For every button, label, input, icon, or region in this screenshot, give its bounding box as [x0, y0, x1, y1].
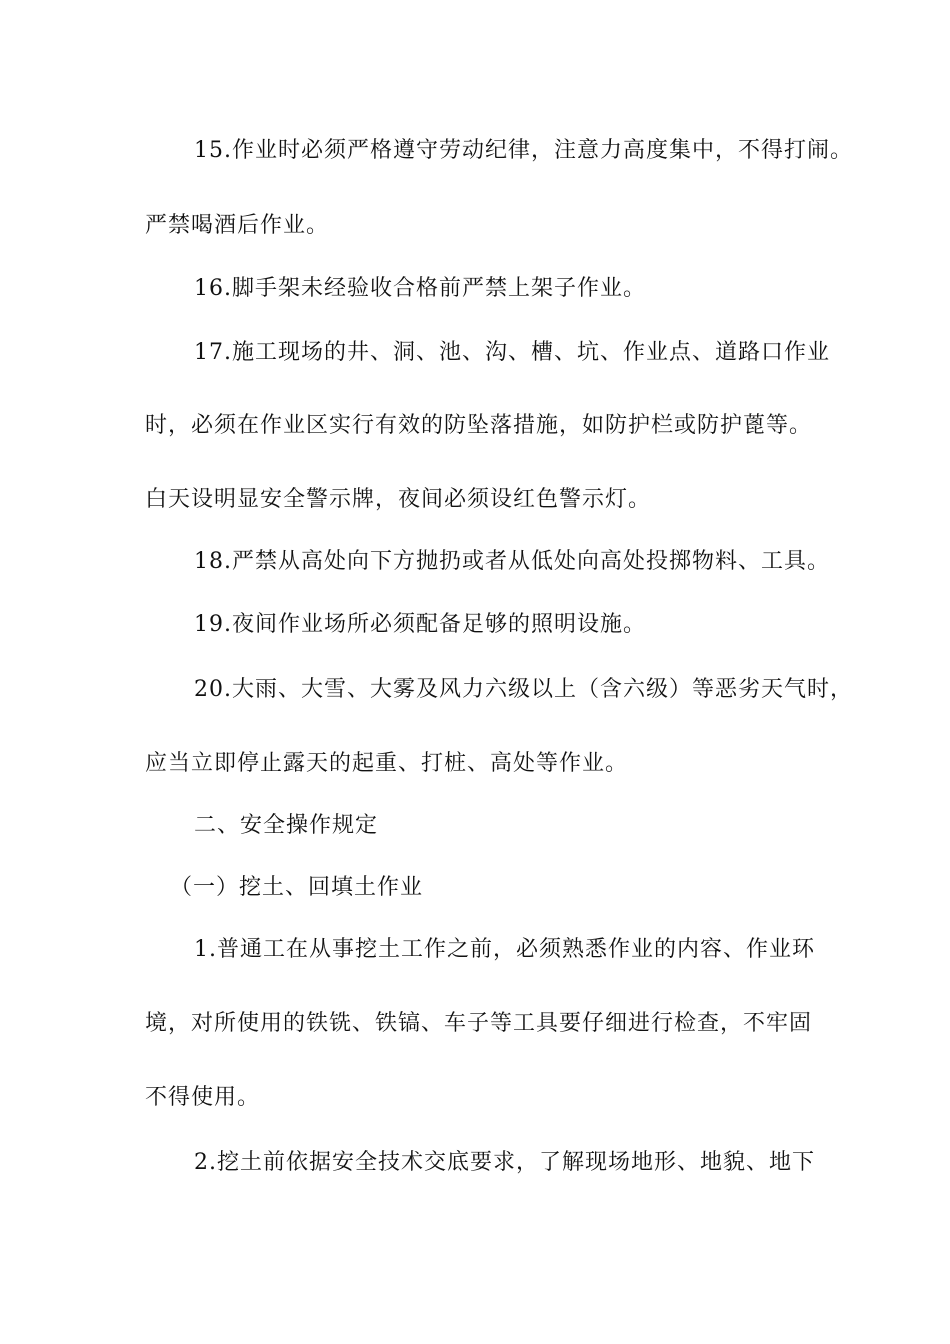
paragraph-17-line-3: 白天设明显安全警示牌，夜间必须设红色警示灯。 [145, 487, 652, 512]
paragraph-15-line-1: 15.作业时必须严格遵守劳动纪律，注意力高度集中，不得打闹。 [194, 138, 853, 163]
paragraph-20-line-2: 应当立即停止露天的起重、打桩、高处等作业。 [145, 751, 629, 776]
paragraph-16: 16.脚手架未经验收合格前严禁上架子作业。 [194, 276, 646, 301]
paragraph-15-line-2: 严禁喝酒后作业。 [145, 213, 330, 238]
item-2-line-1: 2.挖土前依据安全技术交底要求，了解现场地形、地貌、地下 [194, 1150, 815, 1175]
item-1-line-1: 1.普通工在从事挖土工作之前，必须熟悉作业的内容、作业环 [194, 937, 815, 962]
section-heading: 二、安全操作规定 [194, 813, 379, 838]
paragraph-20-line-1: 20.大雨、大雪、大雾及风力六级以上（含六级）等恶劣天气时， [194, 677, 853, 702]
item-1-line-2: 境，对所使用的铁铣、铁镐、车子等工具要仔细进行检查，不牢固 [145, 1011, 813, 1036]
subsection-heading: （一）挖土、回填土作业 [170, 875, 424, 900]
paragraph-17-line-2: 时，必须在作业区实行有效的防坠落措施，如防护栏或防护蓖等。 [145, 413, 813, 438]
item-1-line-3: 不得使用。 [145, 1085, 261, 1110]
paragraph-18: 18.严禁从高处向下方抛扔或者从低处向高处投掷物料、工具。 [194, 549, 830, 574]
paragraph-17-line-1: 17.施工现场的井、洞、池、沟、槽、坑、作业点、道路口作业 [194, 340, 830, 365]
paragraph-19: 19.夜间作业场所必须配备足够的照明设施。 [194, 612, 646, 637]
